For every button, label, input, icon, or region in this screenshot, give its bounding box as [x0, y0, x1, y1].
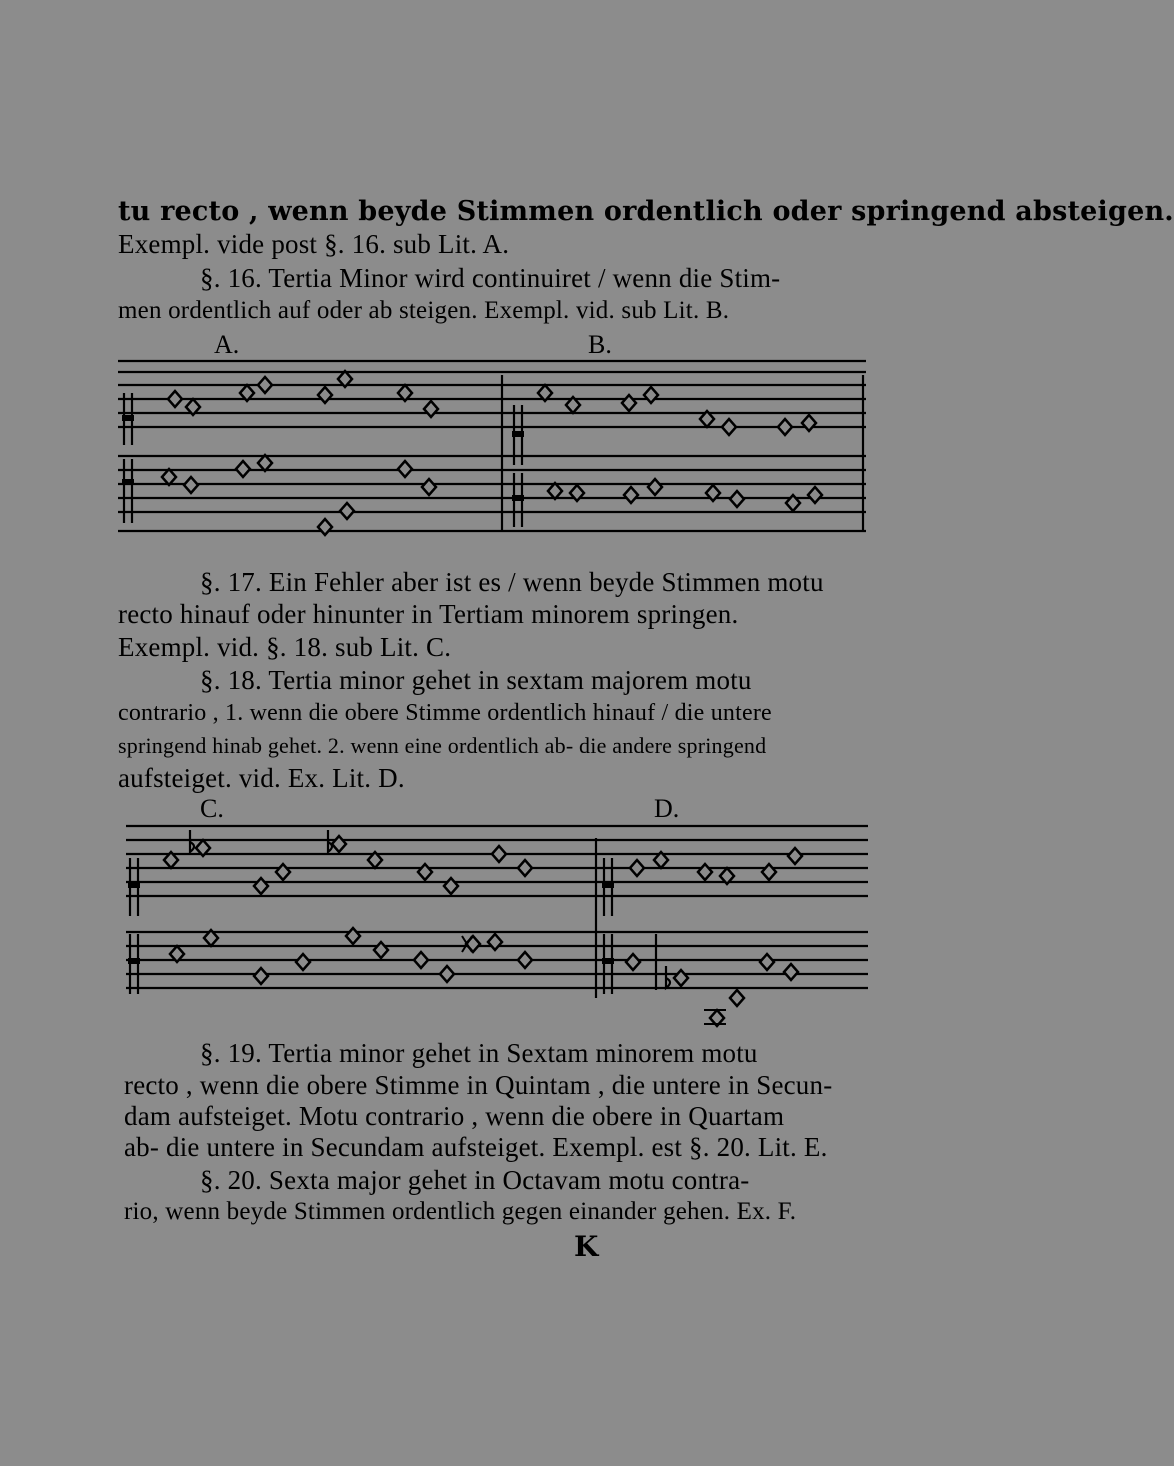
text-line: rio, wenn beyde Stimmen ordentlich gegen einander gehen. Ex. F. [124, 1198, 797, 1225]
text-line: ab- die untere in Secundam aufsteiget. Exempl. est §. 20. Lit. E. [124, 1132, 828, 1162]
text-line: contrario , 1. wenn die obere Stimme ordentlich hinauf / die untere [118, 700, 772, 726]
text-line: §. 17. Ein Fehler aber ist es / wenn beyde Stimmen motu [200, 567, 824, 597]
text-line: tu recto , wenn beyde Stimmen ordentlich oder springend absteigen. [118, 196, 1174, 227]
example-label-d: D. [654, 794, 680, 823]
text-line: recto hinauf oder hinunter in Tertiam minorem springen. [118, 599, 739, 629]
text-line: §. 18. Tertia minor gehet in sextam majorem motu [200, 665, 752, 695]
example-label-b: B. [588, 330, 612, 359]
text-line: springend hinab gehet. 2. wenn eine ordentlich ab- die andere springend [118, 733, 767, 758]
text-line: §. 16. Tertia Minor wird continuiret / wenn die Stim- [200, 263, 781, 293]
text-line: men ordentlich auf oder ab steigen. Exempl. vid. sub Lit. B. [118, 297, 730, 324]
text-line: dam aufsteiget. Motu contrario , wenn die obere in Quartam [124, 1101, 785, 1131]
text-line: §. 19. Tertia minor gehet in Sextam minorem motu [200, 1038, 758, 1068]
music-example-ab [118, 355, 868, 545]
text-line: recto , wenn die obere Stimme in Quintam , die untere in Secun- [124, 1070, 833, 1100]
text-line: Exempl. vid. §. 18. sub Lit. C. [118, 632, 452, 662]
text-line: §. 20. Sexta major gehet in Octavam motu contra- [200, 1165, 750, 1195]
music-example-cd [126, 818, 871, 1038]
example-label-c: C. [200, 794, 224, 823]
signature-mark: K [574, 1230, 599, 1263]
text-line: Exempl. vide post §. 16. sub Lit. A. [118, 229, 510, 259]
example-label-a: A. [214, 330, 240, 359]
text-line: aufsteiget. vid. Ex. Lit. D. [118, 763, 405, 793]
